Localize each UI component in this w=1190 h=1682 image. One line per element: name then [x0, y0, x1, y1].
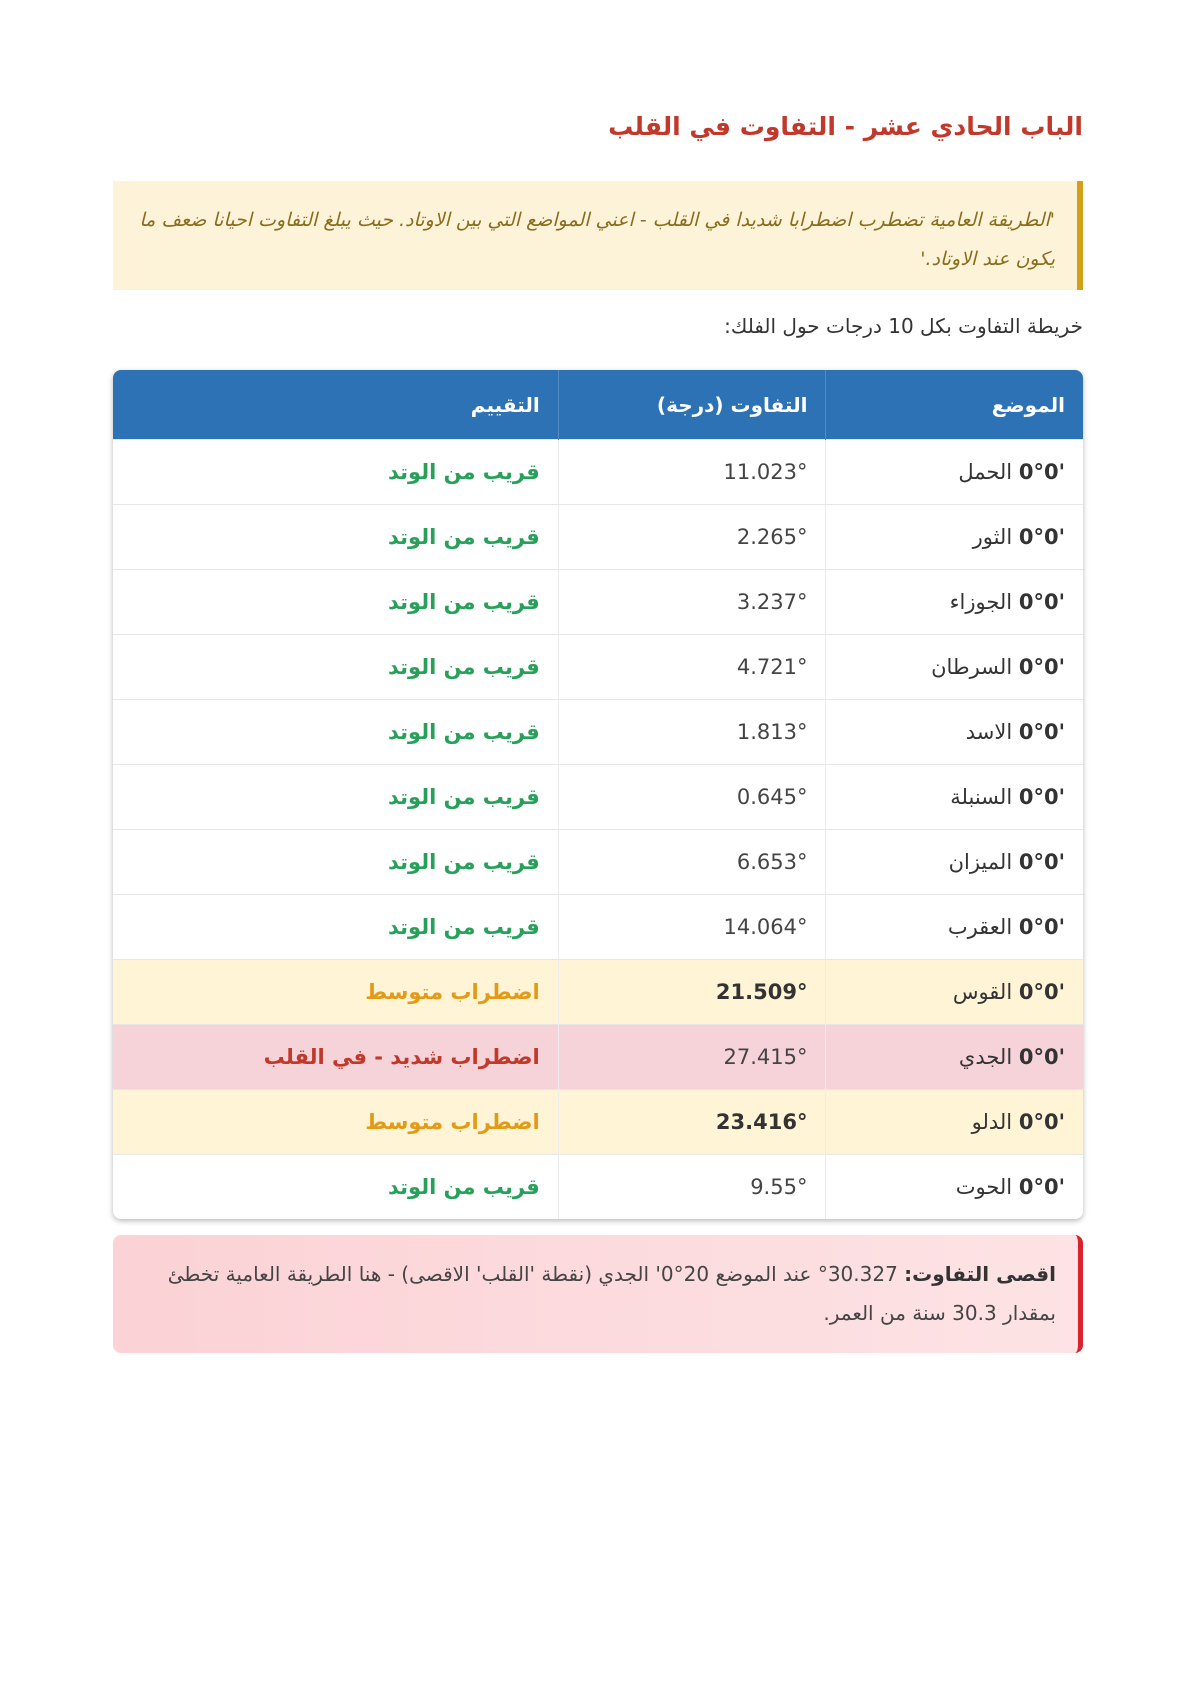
- cell-discrepancy: [558, 1155, 826, 1220]
- discrepancy-table-container: [113, 370, 1083, 1219]
- note-label: اقصى التفاوت:: [904, 1262, 1056, 1286]
- position-degree: 0°0': [1018, 460, 1065, 484]
- cell-discrepancy: [558, 700, 826, 765]
- table-row: [113, 505, 1083, 570]
- position-sign: الدلو: [971, 1110, 1013, 1134]
- cell-position: [826, 765, 1083, 830]
- position-degree: 0°0': [1018, 785, 1065, 809]
- position-sign: السرطان: [931, 655, 1013, 679]
- cell-rating: اضطراب متوسط: [113, 1090, 558, 1155]
- cell-discrepancy: [558, 570, 826, 635]
- header-position: الموضع: [826, 370, 1083, 440]
- discrepancy-value: 6.653°: [736, 850, 808, 874]
- table-intro: خريطة التفاوت بكل 10 درجات حول الفلك:: [724, 314, 1083, 338]
- position-sign: العقرب: [947, 915, 1013, 939]
- cell-rating: قريب من الوتد: [113, 570, 558, 635]
- cell-discrepancy: [558, 830, 826, 895]
- cell-rating: قريب من الوتد: [113, 830, 558, 895]
- cell-discrepancy: [558, 765, 826, 830]
- header-rating: التقييم: [113, 370, 558, 440]
- position-sign: الجدي: [958, 1045, 1013, 1069]
- table-row: [113, 570, 1083, 635]
- position-sign: الاسد: [965, 720, 1013, 744]
- position-degree: 0°0': [1018, 1045, 1065, 1069]
- table-row: [113, 765, 1083, 830]
- cell-position: [826, 1025, 1083, 1090]
- position-sign: الحمل: [958, 460, 1013, 484]
- cell-rating: قريب من الوتد: [113, 765, 558, 830]
- discrepancy-value: 1.813°: [736, 720, 808, 744]
- cell-rating: قريب من الوتد: [113, 1155, 558, 1220]
- header-row: [113, 370, 1083, 440]
- table-header: [113, 370, 1083, 440]
- cell-position: [826, 440, 1083, 505]
- position-sign: الحوت: [955, 1175, 1013, 1199]
- cell-position: [826, 1090, 1083, 1155]
- header-discrepancy: التفاوت (درجة): [558, 370, 826, 440]
- table-row: [113, 440, 1083, 505]
- cell-rating: قريب من الوتد: [113, 505, 558, 570]
- cell-discrepancy: [558, 960, 826, 1025]
- cell-position: [826, 700, 1083, 765]
- table-body: [113, 440, 1083, 1220]
- discrepancy-value: 21.509°: [715, 980, 808, 1004]
- page-title: الباب الحادي عشر - التفاوت في القلب: [608, 112, 1083, 141]
- position-degree: 0°0': [1018, 1110, 1065, 1134]
- cell-position: [826, 830, 1083, 895]
- cell-discrepancy: [558, 635, 826, 700]
- cell-discrepancy: [558, 1090, 826, 1155]
- position-degree: 0°0': [1018, 915, 1065, 939]
- cell-rating: قريب من الوتد: [113, 700, 558, 765]
- quote-text: 'الطريقة العامية تضطرب اضطرابا شديدا في القلب - اعني المواضع التي بين الاوتاد. حيث يبلغ التفاوت احيانا ضعف ما يكون عند الاوتاد.': [139, 209, 1055, 270]
- cell-rating: اضطراب شديد - في القلب: [113, 1025, 558, 1090]
- position-sign: الثور: [972, 525, 1013, 549]
- cell-position: [826, 895, 1083, 960]
- position-degree: 0°0': [1018, 655, 1065, 679]
- position-degree: 0°0': [1018, 590, 1065, 614]
- position-sign: السنبلة: [950, 785, 1013, 809]
- table-row: [113, 700, 1083, 765]
- discrepancy-value: 23.416°: [715, 1110, 808, 1134]
- table-row: [113, 635, 1083, 700]
- cell-position: [826, 570, 1083, 635]
- cell-discrepancy: [558, 440, 826, 505]
- table-row: [113, 1090, 1083, 1155]
- cell-discrepancy: [558, 505, 826, 570]
- position-sign: الجوزاء: [949, 590, 1013, 614]
- table-row: [113, 1025, 1083, 1090]
- table-row: [113, 1155, 1083, 1220]
- cell-position: [826, 960, 1083, 1025]
- position-degree: 0°0': [1018, 525, 1065, 549]
- position-sign: الميزان: [948, 850, 1013, 874]
- position-degree: 0°0': [1018, 850, 1065, 874]
- note-text: 30.327° عند الموضع 20°0' الجدي (نقطة 'القلب' الاقصى) - هنا الطريقة العامية تخطئ بمقدار 30.3 سنة من العمر.: [167, 1262, 1056, 1325]
- cell-position: [826, 1155, 1083, 1220]
- cell-rating: اضطراب متوسط: [113, 960, 558, 1025]
- table-row: [113, 960, 1083, 1025]
- cell-rating: قريب من الوتد: [113, 635, 558, 700]
- cell-position: [826, 635, 1083, 700]
- discrepancy-value: 3.237°: [736, 590, 808, 614]
- discrepancy-table: [113, 370, 1083, 1219]
- position-degree: 0°0': [1018, 980, 1065, 1004]
- position-degree: 0°0': [1018, 720, 1065, 744]
- discrepancy-value: 4.721°: [736, 655, 808, 679]
- discrepancy-value: 11.023°: [723, 460, 808, 484]
- table-row: [113, 830, 1083, 895]
- discrepancy-value: 0.645°: [736, 785, 808, 809]
- discrepancy-value: 9.55°: [750, 1175, 808, 1199]
- cell-rating: قريب من الوتد: [113, 440, 558, 505]
- cell-discrepancy: [558, 1025, 826, 1090]
- position-degree: 0°0': [1018, 1175, 1065, 1199]
- table-row: [113, 895, 1083, 960]
- cell-discrepancy: [558, 895, 826, 960]
- discrepancy-value: 14.064°: [723, 915, 808, 939]
- position-sign: القوس: [952, 980, 1013, 1004]
- max-discrepancy-note: [113, 1235, 1083, 1353]
- discrepancy-value: 27.415°: [723, 1045, 808, 1069]
- cell-position: [826, 505, 1083, 570]
- quote-box: [113, 181, 1083, 290]
- cell-rating: قريب من الوتد: [113, 895, 558, 960]
- discrepancy-value: 2.265°: [736, 525, 808, 549]
